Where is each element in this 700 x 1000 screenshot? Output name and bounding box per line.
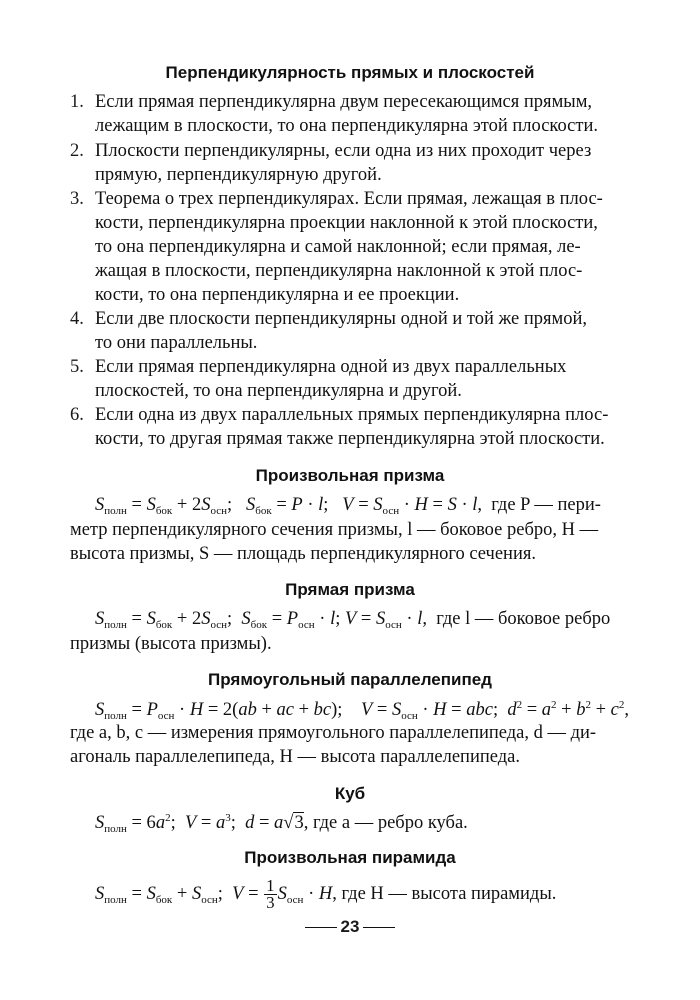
text-line: кости, то она перпендикулярна и ее проекции. (95, 285, 460, 305)
text-line: призмы (высота призмы). (70, 634, 272, 654)
page-number-dash-left (305, 927, 337, 929)
list-item-number: 5. (70, 357, 84, 377)
section-title-perpendicularity: Перпендикулярность прямых и плоскостей (165, 63, 535, 82)
list-item-number: 4. (70, 309, 84, 329)
text-line: плоскостей, то она перпендикулярна и другой. (95, 381, 462, 401)
list-item-number: 2. (70, 141, 84, 161)
text-line: высота призмы, S — площадь перпендикулярного сечения. (70, 544, 536, 564)
formula-note: где P — пери- (491, 495, 601, 515)
section-title-pyramid: Произвольная пирамида (244, 848, 456, 867)
text-line: лежащим в плоскости, то она перпендикулярна этой плоскости. (95, 116, 599, 136)
page-number-dash-right (363, 927, 395, 929)
text-line: Если прямая перпендикулярна двум пересекающимся прямым, (95, 92, 593, 112)
page-number-text: 23 (340, 917, 360, 936)
section-title-right-prism: Прямая призма (285, 580, 415, 599)
text-line: то она перпендикулярна и самой наклонной; если прямая, ле- (95, 237, 581, 257)
formula-line: $S_{полн} = P_{осн} \cdot H = 2(ab$ + ac + bc); $V = S_{осн} \cdot H$ = abc; $d^2 = a^2 + b^2 + c^2$, (95, 699, 629, 722)
formula-note: где a — ребро куба. (312, 813, 468, 833)
list-item-number: 6. (70, 405, 84, 425)
section-title-cube: Куб (334, 784, 366, 803)
text-line: кости, перпендикулярна проекции наклонной к этой плоскости, (95, 213, 598, 233)
text-line: Если две плоскости перпендикулярны одной и той же прямой, (95, 309, 588, 329)
text-line: кости, то другая прямая также перпендикулярна этой плоскости. (95, 429, 605, 449)
formula-note: где l — боковое ребро (436, 609, 611, 629)
text-line: где a, b, c — измерения прямоугольного параллелепипеда, d — ди- (70, 723, 597, 743)
fraction-one-third: $\frac{1}{3}$ (266, 876, 275, 912)
text-line: Плоскости перпендикулярны, если одна из них проходит через (95, 141, 592, 161)
text-line: агональ параллелепипеда, H — высота параллелепипеда. (70, 747, 520, 767)
formula-line: $S_{полн} = S_{бок} + S_{осн}$; V = $\frac{1}{3}$ $S_{осн} \cdot H$, где H — высота пирамиды. (95, 876, 557, 912)
text-line: то они параллельны. (95, 333, 258, 353)
formula-line: $S_{полн} = 6a^2$; $V = a^3$; d = a√3, где a — ребро куба. (95, 812, 468, 835)
section-title-prism: Произвольная призма (255, 466, 445, 485)
page-number (0, 917, 700, 937)
text-line: Теорема о трех перпендикулярах. Если прямая, лежащая в плос- (95, 189, 603, 209)
text-line: Если одна из двух параллельных прямых перпендикулярна плос- (95, 405, 609, 425)
section-title-parallelepiped: Прямоугольный параллелепипед (208, 670, 492, 689)
text-line: метр перпендикулярного сечения призмы, l — боковое ребро, H — (70, 520, 599, 540)
formula-line: $S_{полн} = S_{бок} + 2S_{осн}$; $S_{бок} = P \cdot l$; $V = S_{осн} \cdot H = S \cdot l$, где P — пери- (95, 495, 601, 517)
text-line: жащая в плоскости, перпендикулярна наклонной к этой плос- (95, 261, 583, 281)
text-line: Если прямая перпендикулярна одной из двух параллельных (95, 357, 567, 377)
text-line: прямую, перпендикулярную другой. (95, 165, 382, 185)
formula-line: $S_{полн} = S_{бок} + 2S_{осн}$; $S_{бок} = P_{осн} \cdot l$; $V = S_{осн} \cdot l$, где l — боковое ребро (95, 609, 611, 631)
formula-note: где H — высота пирамиды. (341, 883, 557, 904)
list-item-number: 3. (70, 189, 84, 209)
list-item-number: 1. (70, 92, 84, 112)
